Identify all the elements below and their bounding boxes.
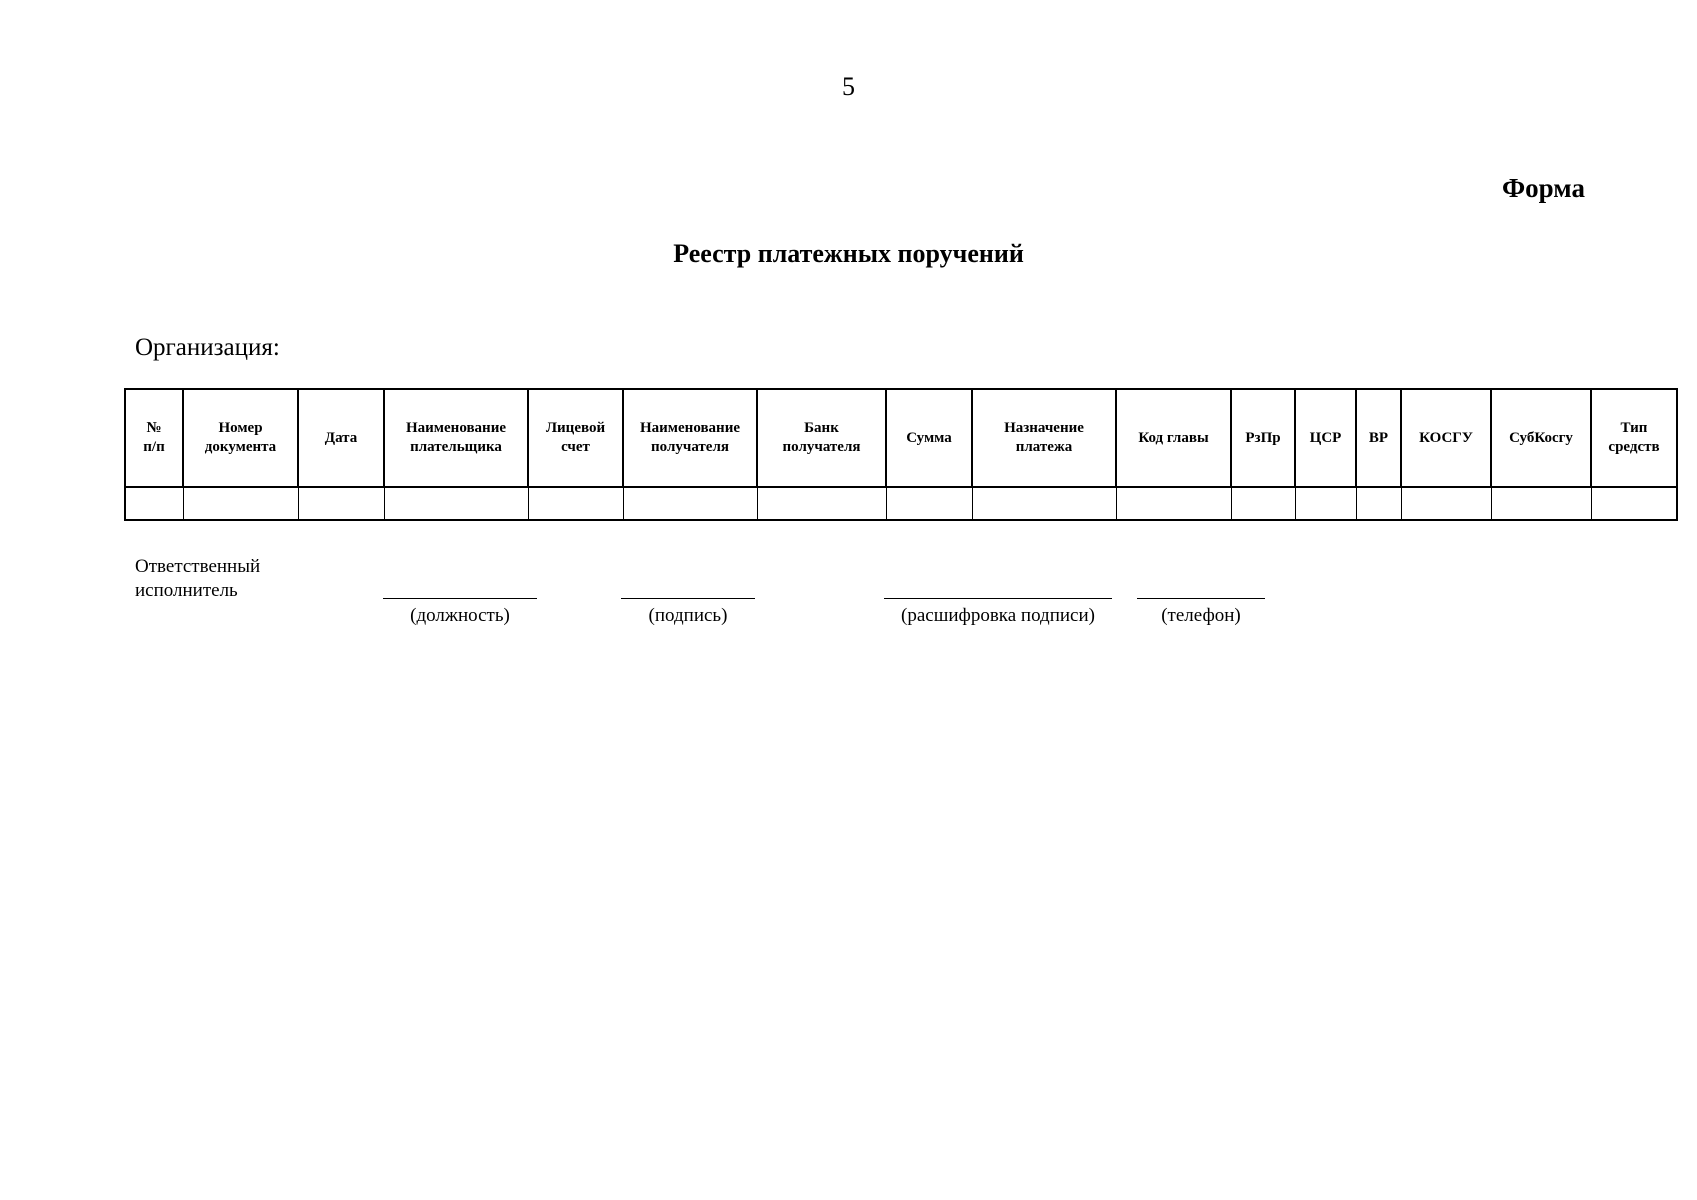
column-header-recipient-name: Наименование получателя (623, 389, 757, 487)
phone-caption: (телефон) (1161, 605, 1241, 626)
column-header-csr: ЦСР (1295, 389, 1356, 487)
column-header-personal-account: Лицевой счет (528, 389, 623, 487)
table-cell (384, 487, 528, 520)
position-signature-line (383, 598, 537, 599)
table-cell (528, 487, 623, 520)
page-number: 5 (842, 72, 855, 101)
organization-label: Организация: (135, 334, 280, 361)
table-cell (298, 487, 384, 520)
position-caption: (должность) (410, 605, 510, 626)
column-header-vr: ВР (1356, 389, 1401, 487)
responsible-executor-label: Ответственный исполнитель (135, 556, 261, 601)
table-cell (183, 487, 298, 520)
column-header-subkosgu: СубКосгу (1491, 389, 1591, 487)
table-cell (1491, 487, 1591, 520)
phone-signature-line (1137, 598, 1265, 599)
payment-orders-table (124, 388, 1678, 521)
column-header-kosgu: КОСГУ (1401, 389, 1491, 487)
form-label: Форма (1501, 173, 1585, 203)
column-header-payer-name: Наименование плательщика (384, 389, 528, 487)
table-cell (886, 487, 972, 520)
column-header-recipient-bank: Банк получателя (757, 389, 886, 487)
column-header-funds-type: Тип средств (1591, 389, 1677, 487)
signature-caption: (подпись) (648, 605, 728, 626)
table-cell (1231, 487, 1295, 520)
table-cell (1356, 487, 1401, 520)
column-header-date: Дата (298, 389, 384, 487)
column-header-document-number: Номер документа (183, 389, 298, 487)
table-cell (757, 487, 886, 520)
table-cell (1295, 487, 1356, 520)
table-cell (1401, 487, 1491, 520)
signature-line (621, 598, 755, 599)
column-header-number: № п/п (125, 389, 183, 487)
column-header-chapter-code: Код главы (1116, 389, 1231, 487)
table-cell (972, 487, 1116, 520)
column-header-amount: Сумма (886, 389, 972, 487)
document-title: Реестр платежных поручений (673, 239, 1024, 268)
table-cell (1116, 487, 1231, 520)
table-header-row (125, 389, 1677, 487)
table-row (125, 487, 1677, 520)
table-cell (1591, 487, 1677, 520)
table-cell (125, 487, 183, 520)
table-cell (623, 487, 757, 520)
column-header-rzpr: РзПр (1231, 389, 1295, 487)
decryption-caption: (расшифровка подписи) (901, 605, 1095, 626)
column-header-payment-purpose: Назначение платежа (972, 389, 1116, 487)
decryption-signature-line (884, 598, 1112, 599)
